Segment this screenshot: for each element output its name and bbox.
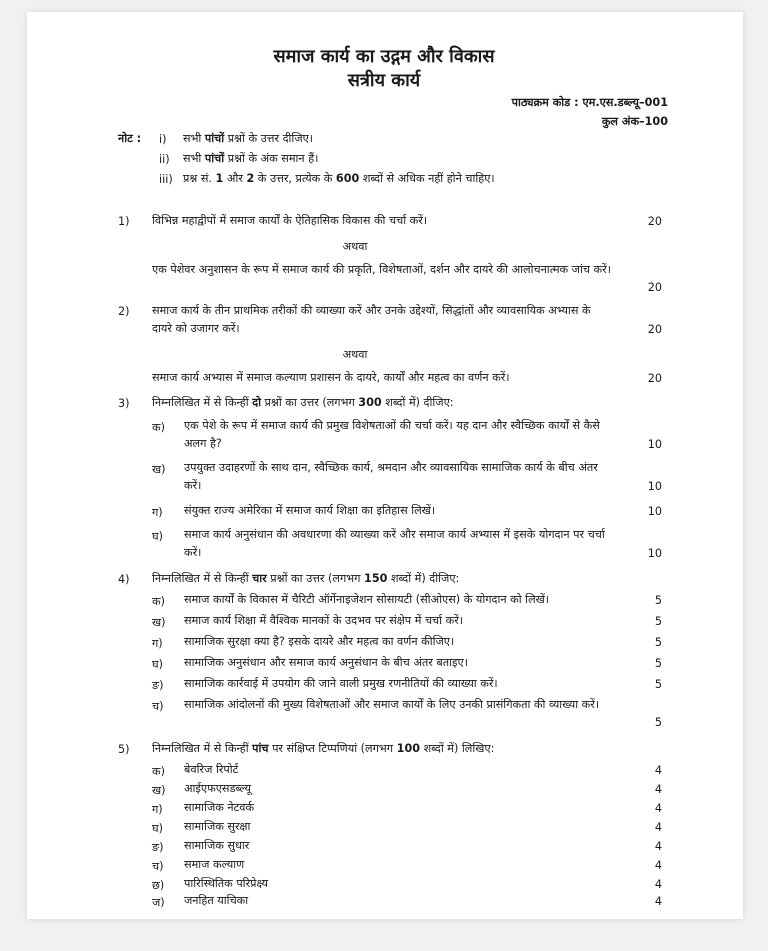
question-number: 3) — [118, 397, 130, 410]
question-text: समाज कार्य अभ्यास में समाज कल्याण प्रशासन के दायरे, कार्यों और महत्व का वर्णन करें। — [152, 371, 510, 384]
marks: 4 — [654, 802, 662, 815]
marks: 5 — [654, 657, 662, 670]
sub-question-text: जनहित याचिका — [184, 894, 249, 907]
sub-question-label: क) — [152, 595, 165, 608]
sub-question-label: च) — [152, 700, 164, 713]
question-text: दायरे को उजागर करें। — [152, 322, 240, 335]
sub-question-text: समाज कार्यों के विकास में चैरिटी ऑर्गेनाइजेशन सोसायटी (सीओएस) के योगदान को लिखें। — [184, 593, 550, 606]
sub-question-text: समाज कार्य अनुसंधान की अवधारणा की व्याख्या करें और समाज कार्य अभ्यास में इसके योगदान पर चर्चा — [184, 528, 605, 541]
sub-question-label: ज) — [152, 896, 165, 909]
marks: 20 — [647, 323, 662, 336]
marks: 4 — [654, 859, 662, 872]
sub-question-text: सामाजिक सुरक्षा क्या है? इसके दायरे और महत्व का वर्णन कीजिए। — [184, 635, 455, 648]
sub-question-text: समाज कल्याण — [184, 858, 245, 871]
marks: 20 — [647, 215, 662, 228]
marks: 5 — [654, 678, 662, 691]
marks: 4 — [654, 840, 662, 853]
sub-question-label: ग) — [152, 637, 163, 650]
marks: 20 — [647, 281, 662, 294]
sub-question-text: सामाजिक आंदोलनों की मुख्य विशेषताओं और समाज कार्यों के लिए उनकी प्रासंगिकता की व्याख्या करें। — [184, 698, 600, 711]
sub-question-text: सामाजिक सुधार — [184, 839, 250, 852]
marks: 5 — [654, 615, 662, 628]
marks: 4 — [654, 764, 662, 777]
sub-question-label: ख) — [152, 616, 166, 629]
total-marks: कुल अंक–100 — [601, 115, 668, 128]
marks: 5 — [654, 594, 662, 607]
note-item-3: प्रश्न सं. 1 और 2 के उत्तर, प्रत्येक के 600 शब्दों से अधिक नहीं होने चाहिए। — [183, 172, 495, 185]
sub-question-text: करें। — [184, 546, 202, 559]
marks: 10 — [647, 547, 662, 560]
note-item-num: i) — [159, 133, 167, 146]
marks: 5 — [654, 636, 662, 649]
sub-question-label: ख) — [152, 784, 166, 797]
sub-question-text: सामाजिक कार्रवाई में उपयोग की जाने वाली प्रमुख रणनीतियों की व्याख्या करें। — [184, 677, 498, 690]
marks: 4 — [654, 783, 662, 796]
sub-question-label: ग) — [152, 506, 163, 519]
page-subtitle: सत्रीय कार्य — [347, 70, 421, 91]
sub-question-label: क) — [152, 421, 165, 434]
sub-question-text: करें। — [184, 479, 202, 492]
sub-question-label: छ) — [152, 879, 165, 892]
sub-question-label: घ) — [152, 658, 163, 671]
or-separator: अथवा — [342, 348, 368, 361]
sub-question-text: संयुक्त राज्य अमेरिका में समाज कार्य शिक्षा का इतिहास लिखें। — [184, 504, 436, 517]
question-intro: निम्नलिखित में से किन्हीं पांच पर संक्षिप्त टिप्पणियां (लगभग 100 शब्दों में) लिखिए: — [152, 742, 495, 755]
note-item-num: iii) — [159, 173, 173, 186]
note-item-1: सभी पांचों प्रश्नों के उत्तर दीजिए। — [183, 132, 314, 145]
question-number: 2) — [118, 305, 130, 318]
marks: 4 — [654, 878, 662, 891]
sub-question-label: ङ) — [152, 841, 164, 854]
marks: 5 — [654, 716, 662, 729]
sub-question-text: एक पेशे के रूप में समाज कार्य की प्रमुख विशेषताओं की चर्चा करें। यह दान और स्वैच्छिक कार्यों से कैसे — [184, 419, 600, 432]
sub-question-label: ग) — [152, 803, 163, 816]
question-number: 1) — [118, 215, 130, 228]
sub-question-text: अलग है? — [184, 437, 222, 450]
sub-question-label: क) — [152, 765, 165, 778]
question-number: 4) — [118, 573, 130, 586]
question-text: एक पेशेवर अनुशासन के रूप में समाज कार्य की प्रकृति, विशेषताओं, दर्शन और दायरे की आलोचनात्मक जांच करें। — [152, 263, 611, 276]
sub-question-text: उपयुक्त उदाहरणों के साथ दान, स्वैच्छिक कार्य, श्रमदान और व्यावसायिक सामाजिक कार्य के बीच अंतर — [184, 461, 598, 474]
sub-question-text: सामाजिक अनुसंधान और समाज कार्य अनुसंधान के बीच अंतर बताइए। — [184, 656, 468, 669]
sub-question-label: ख) — [152, 463, 166, 476]
question-intro: निम्नलिखित में से किन्हीं चार प्रश्नों का उत्तर (लगभग 150 शब्दों में) दीजिए: — [152, 572, 460, 585]
note-item-2: सभी पांचों प्रश्नों के अंक समान हैं। — [183, 152, 319, 165]
marks: 4 — [654, 895, 662, 908]
sub-question-label: च) — [152, 860, 164, 873]
sub-question-label: ङ) — [152, 679, 164, 692]
sub-question-text: पारिस्थितिक परिप्रेक्ष्य — [184, 877, 268, 890]
marks: 20 — [647, 372, 662, 385]
question-intro: निम्नलिखित में से किन्हीं दो प्रश्नों का उत्तर (लगभग 300 शब्दों में) दीजिए: — [152, 396, 454, 409]
sub-question-label: घ) — [152, 530, 163, 543]
question-text: विभिन्न महाद्वीपों में समाज कार्यों के ऐतिहासिक विकास की चर्चा करें। — [152, 214, 428, 227]
sub-question-label: घ) — [152, 822, 163, 835]
sub-question-text: बेवरिज रिपोर्ट — [184, 763, 239, 776]
or-separator: अथवा — [342, 240, 368, 253]
page-title: समाज कार्य का उद्गम और विकास — [273, 46, 495, 67]
question-number: 5) — [118, 743, 130, 756]
sub-question-text: सामाजिक सुरक्षा — [184, 820, 251, 833]
marks: 10 — [647, 505, 662, 518]
marks: 10 — [647, 480, 662, 493]
note-item-num: ii) — [159, 153, 170, 166]
sub-question-text: आईएफएसडब्ल्यू — [184, 782, 251, 795]
marks: 10 — [647, 438, 662, 451]
course-code: पाठ्यक्रम कोड : एम.एस.डब्ल्यू–001 — [511, 96, 668, 109]
sub-question-text: समाज कार्य शिक्षा में वैश्विक मानकों के उदभव पर संक्षेप में चर्चा करें। — [184, 614, 464, 627]
note-label: नोट : — [118, 132, 142, 145]
marks: 4 — [654, 821, 662, 834]
question-text: समाज कार्य के तीन प्राथमिक तरीकों की व्याख्या करें और उनके उद्देश्यों, सिद्धांतों और व्यावसायिक अभ्यास के — [152, 304, 591, 317]
sub-question-text: सामाजिक नेटवर्क — [184, 801, 255, 814]
